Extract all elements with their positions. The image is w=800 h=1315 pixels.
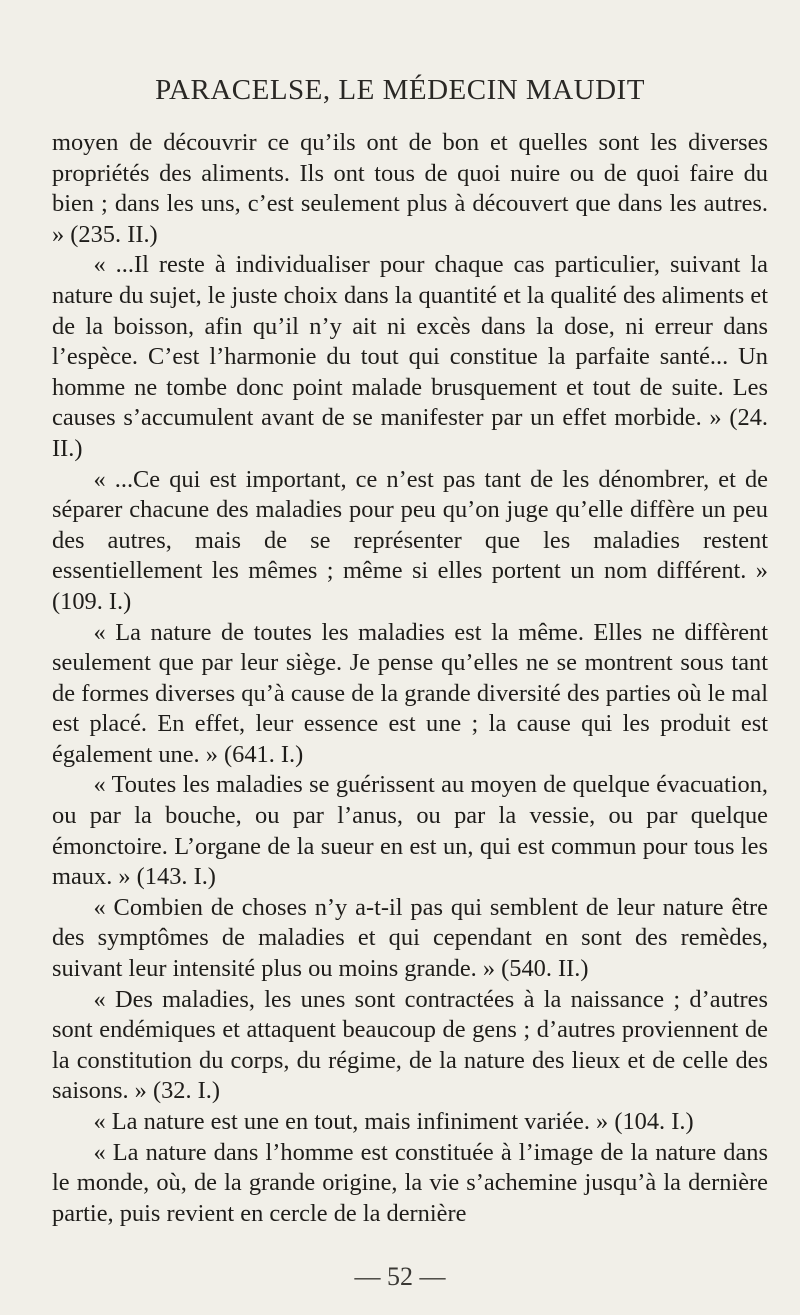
running-head: PARACELSE, LE MÉDECIN MAUDIT	[155, 74, 645, 106]
paragraph-quote: « La nature est une en tout, mais infiniment variée. » (104. I.)	[93, 1108, 694, 1135]
paragraph-quote: « ...Ce qui est important, ce n’est pas tant de les dénombrer, et de séparer chacune des maladies pour peu qu’on juge qu’elle diffère un peu des autres, mais de se représenter que les maladies restent essentiellement les mêmes ; même si elles portent un nom différent. » (109. I.)	[52, 465, 768, 615]
paragraph-quote: « ...Il reste à individualiser pour chaque cas particulier, suivant la nature du sujet, le juste choix dans la quantité et la qualité des aliments et de la boisson, afin qu’il n’y ait ni excès dans la dose, ni erreur dans l’espèce. C’est l’harmonie du tout qui constitue la parfaite santé... Un homme ne tombe donc point malade brusquement et tout de suite. Les causes s’accumulent avant de se manifester par un effet morbide. » (24. II.)	[52, 251, 768, 462]
body-text	[52, 128, 768, 1229]
paragraph-quote: « La nature dans l’homme est constituée à l’image de la nature dans le monde, où, de la grande origine, la vie s’achemine jusqu’à la dernière partie, puis revient en cercle de la dernière	[52, 1138, 768, 1227]
paragraph-continuation: moyen de découvrir ce qu’ils ont de bon et quelles sont les diverses propriétés des aliments. Ils ont tous de quoi nuire ou de quoi faire du bien ; dans les uns, c’est seulement plus à découvert que dans les autres. » (235. II.)	[52, 129, 768, 248]
paragraph-quote: « Toutes les maladies se guérissent au moyen de quelque évacuation, ou par la bouche, ou par l’anus, ou par la vessie, ou par quelque émonctoire. L’organe de la sueur en est un, qui est commun pour tous les maux. » (143. I.)	[52, 771, 768, 891]
paragraph-quote: « La nature de toutes les maladies est la même. Elles ne diffèrent seulement que par leur siège. Je pense qu’elles ne se montrent sous tant de formes diverses qu’à cause de la grande diversité des parties où le mal est placé. En effet, leur essence est une ; la cause qui les produit est également une. » (641. I.)	[52, 618, 768, 768]
paragraph-quote: « Combien de choses n’y a-t-il pas qui semblent de leur nature être des symptômes de maladies et qui cependant en sont des remèdes, suivant leur intensité plus ou moins grande. » (540. II.)	[52, 893, 768, 983]
page-number: — 52 —	[354, 1262, 446, 1291]
paragraph-quote: « Des maladies, les unes sont contractées à la naissance ; d’autres sont endémiques et attaquent beaucoup de gens ; d’autres proviennent de la constitution du corps, du régime, de la nature des lieux et de celle des saisons. » (32. I.)	[52, 985, 768, 1105]
